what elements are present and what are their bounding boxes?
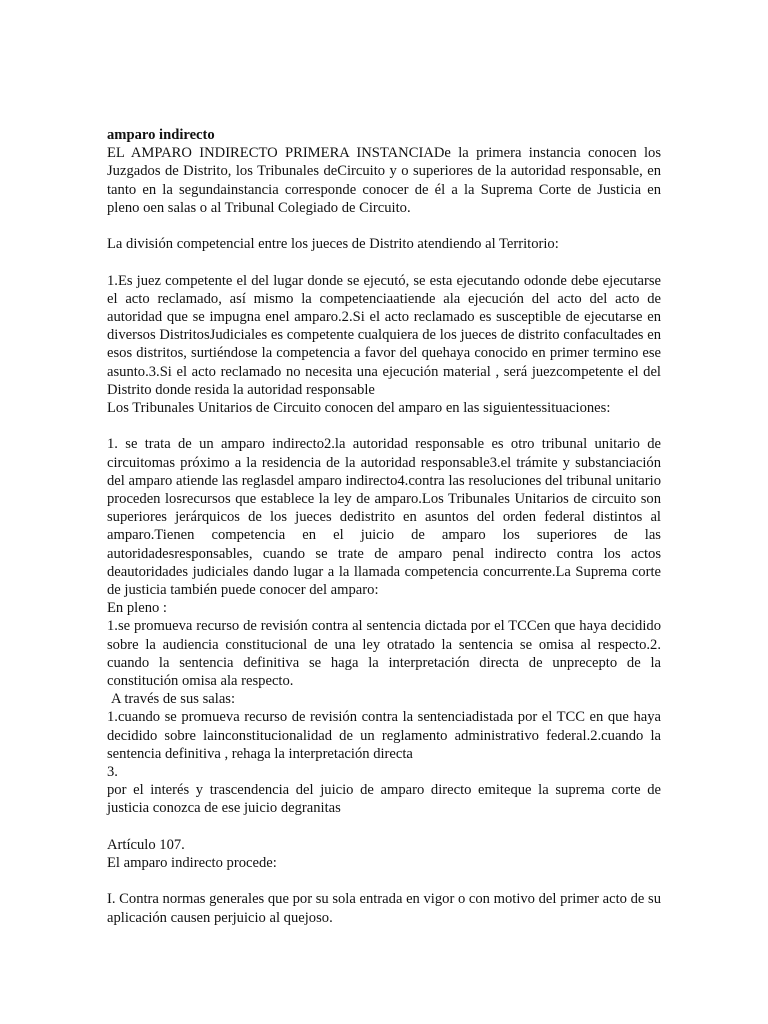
paragraph-interes-trascendencia: por el interés y trascendencia del juicio de amparo directo emiteque la suprema corte de justicia conozca de ese juicio degranitas — [107, 782, 661, 817]
paragraph-item-3: 3. — [107, 764, 118, 781]
paragraph-competencia-jueces: 1.Es juez competente el del lugar donde se ejecutó, se esta ejecutando odonde debe ejecutarse el acto reclamado, así mismo la competenciaatiende ala ejecución del acto del acto de autoridad que se impugna enel amparo.2.Si el acto reclamado es susceptible de ejecutarse en diversos DistritosJudiciales es competente cualquiera de los jueces de distrito confacultades en esos distritos, surtiéndose la competencia a favor del quehaya conocido en primer termino ese asunto.3.Si el acto reclamado no necesita una ejecución material , será juezcompetente el del Distrito donde resida la autoridad responsable — [107, 272, 661, 398]
paragraph-gap — [107, 818, 661, 836]
paragraph-salas-items: 1.cuando se promueva recurso de revisión contra la sentenciadistada por el TCC en que haya decidido sobre lainconstitucionalidad de un reglamento administrativo federal.2.cuando la sentencia definitiva , rehaga la interpretación directa — [107, 709, 661, 762]
paragraph-pleno-items: 1.se promueva recurso de revisión contra al sentencia dictada por el TCCen que haya decidido sobre la audiencia constitucional de una ley otratado la sentencia se omisa al respecto.2. cuando la sentencia definitiva se haga la interpretación directa de unprecepto de la constitución omisa ala respecto. — [107, 618, 661, 690]
paragraph-a-traves-salas: A través de sus salas: — [111, 691, 236, 708]
paragraph-primera-instancia: EL AMPARO INDIRECTO PRIMERA INSTANCIADe la primera instancia conocen los Juzgados de Distrito, los Tribunales deCircuito y o superiores de la autoridad responsable, en tanto en la segundainstancia corresponde conocer de él a la Suprema Corte de Justicia en pleno oen salas o al Tribunal Colegiado de Circuito. — [107, 145, 661, 216]
paragraph-gap — [107, 253, 661, 271]
paragraph-tribunales-unitarios: Los Tribunales Unitarios de Circuito conocen del amparo en las siguientessituaciones: — [107, 400, 611, 417]
paragraph-en-pleno: En pleno : — [107, 600, 167, 617]
article-heading: Artículo 107. — [107, 836, 185, 853]
paragraph-gap — [107, 417, 661, 435]
paragraph-gap — [107, 872, 661, 890]
paragraph-situaciones: 1. se trata de un amparo indirecto2.la autoridad responsable es otro tribunal unitario de circuitomas próximo a la residencia de la autoridad responsable3.el trámite y substanciación del amparo atiende las reglasdel amparo indirecto4.contra las resoluciones del tribunal unitario proceden losrecursos que establece la ley de amparo.Los Tribunales Unitarios de circuito son superiores jerárquicos de los jueces dedistrito en asuntos del orden federal distintos al amparo.Tienen competencia en el juicio de amparo los superiores de las autoridadesresponsables, cuando se trate de amparo penal indirecto contra los actos deautoridades judiciales dando lugar a la llamada competencia concurrente.La Suprema corte de justicia también puede conocer del amparo: — [107, 436, 661, 599]
document-title: amparo indirecto — [107, 127, 215, 143]
document-body — [107, 126, 661, 927]
paragraph-fraccion-i: I. Contra normas generales que por su sola entrada en vigor o con motivo del primer acto de su aplicación causen perjuicio al quejoso. — [107, 891, 661, 926]
paragraph-amparo-procede: El amparo indirecto procede: — [107, 855, 277, 872]
paragraph-gap — [107, 217, 661, 235]
paragraph-division-competencial: La división competencial entre los jueces de Distrito atendiendo al Territorio: — [107, 236, 559, 253]
